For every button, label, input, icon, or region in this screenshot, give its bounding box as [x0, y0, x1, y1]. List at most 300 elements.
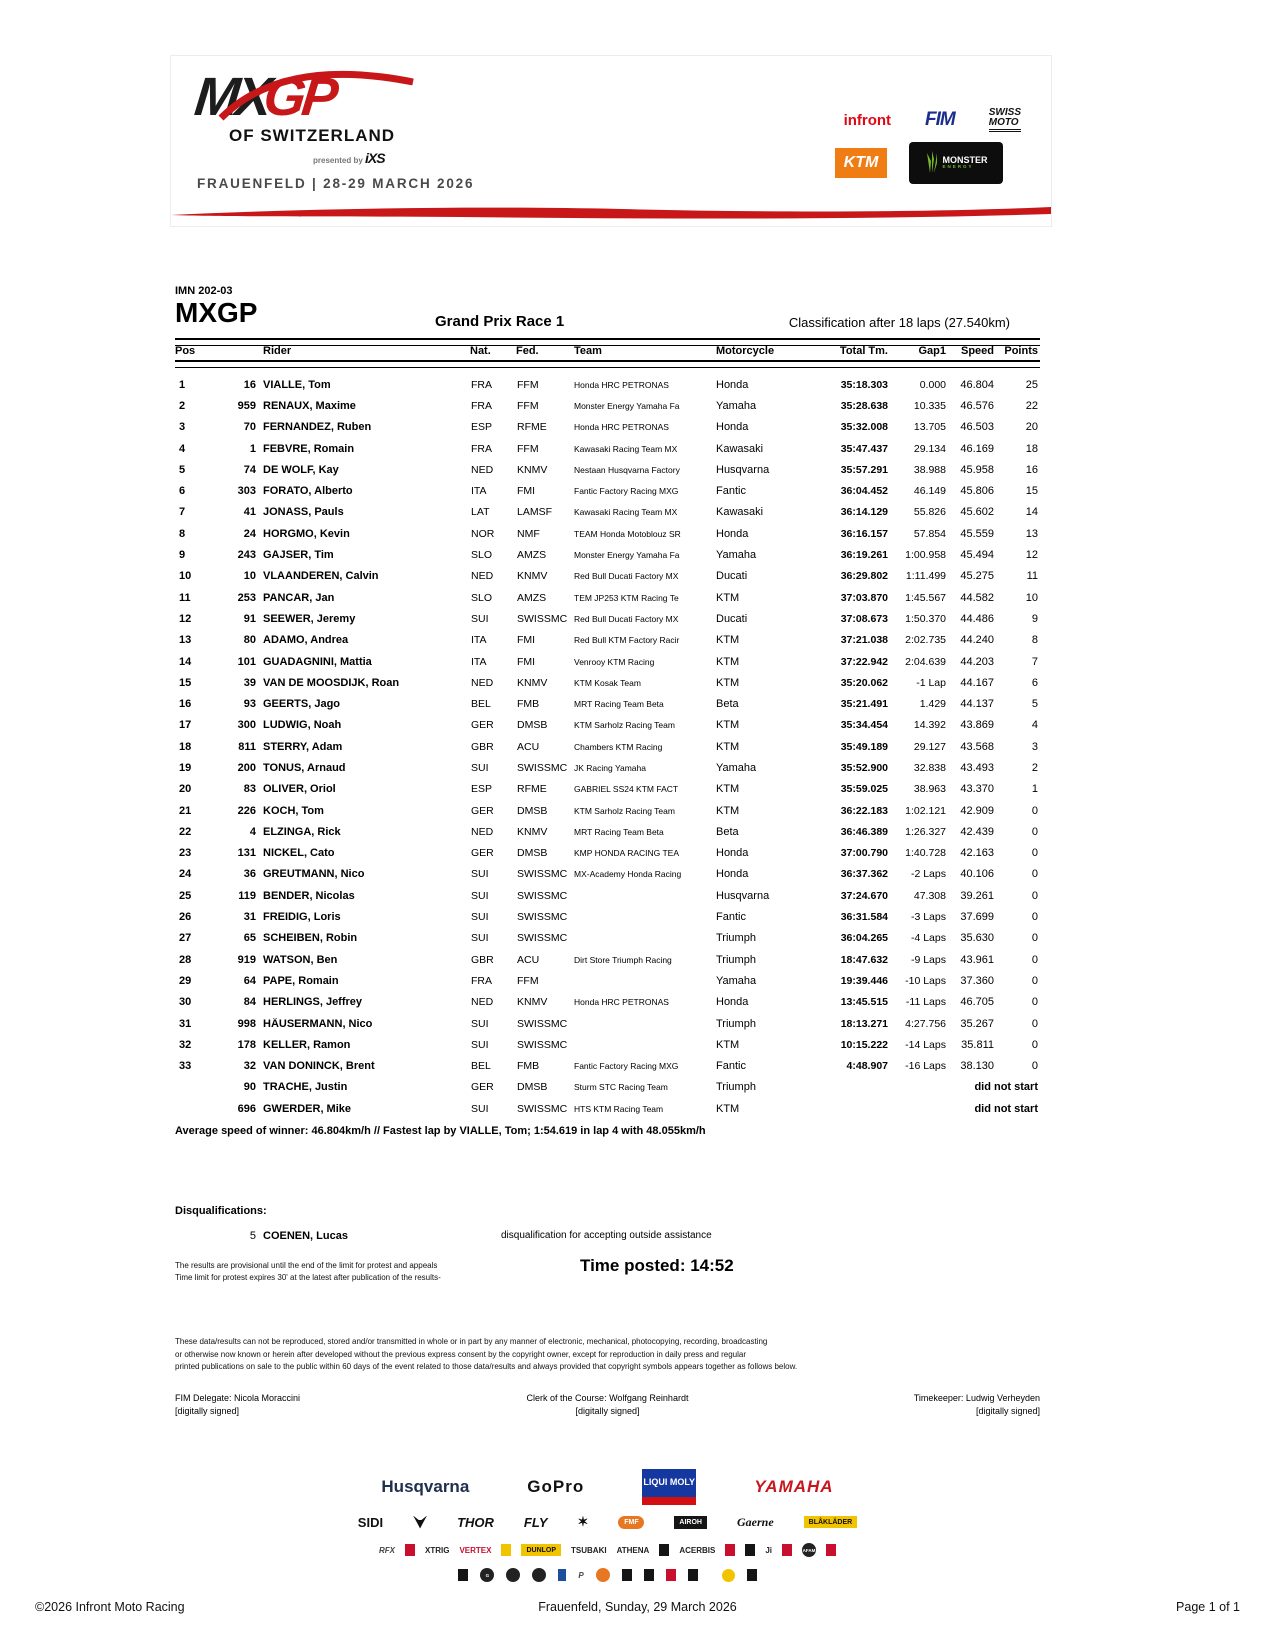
cell-team: Kawasaki Racing Team MX: [574, 443, 678, 454]
cell-rider-name: GAJSER, Tim: [263, 549, 334, 562]
cell-nationality: SUI: [471, 911, 489, 924]
sponsor-logo: [596, 1568, 610, 1582]
cell-speed: 45.275: [960, 570, 994, 583]
cell-points: 20: [1025, 421, 1038, 434]
cell-pos: 27: [179, 932, 192, 945]
cell-rider-name: JONASS, Pauls: [263, 506, 344, 519]
table-row: [175, 630, 1040, 651]
table-row: [175, 438, 1040, 459]
partner-logos-row1: [844, 108, 1021, 132]
sponsor-logo: RFX: [378, 1545, 395, 1555]
cell-team: Venrooy KTM Racing: [574, 656, 655, 667]
cell-federation: KNMV: [517, 676, 548, 689]
cell-gap: -14 Laps: [905, 1038, 946, 1051]
cell-rider-number: 39: [243, 676, 256, 689]
cell-gap: 1:40.728: [905, 847, 946, 860]
mxgp-wordmark: [191, 67, 498, 127]
cell-federation: KNMV: [517, 570, 548, 583]
cell-rider-number: 959: [237, 399, 256, 412]
cell-gap: -2 Laps: [910, 868, 946, 881]
cell-team: Red Bull KTM Factory Racir: [574, 635, 680, 646]
col-header-motorcycle: Motorcycle: [716, 345, 775, 357]
cell-rider-number: 300: [237, 719, 256, 732]
cell-points: 0: [1031, 932, 1038, 945]
cell-federation: SWISSMC: [517, 889, 568, 902]
cell-rider-name: TONUS, Arnaud: [263, 761, 346, 774]
cell-total-time: 37:00.790: [840, 847, 888, 860]
cell-total-time: 36:04.265: [840, 932, 888, 945]
cell-motorcycle: KTM: [716, 1102, 740, 1115]
cell-motorcycle: Triumph: [716, 1081, 756, 1094]
cell-rider-name: OLIVER, Oriol: [263, 783, 336, 796]
cell-points: 0: [1031, 804, 1038, 817]
sponsor-logo: YAMAHA: [754, 1477, 834, 1496]
cell-nationality: GER: [471, 804, 494, 817]
cell-rider-number: 303: [237, 485, 256, 498]
cell-pos: 24: [179, 868, 192, 881]
dsq-rider-name: COENEN, Lucas: [263, 1230, 348, 1242]
cell-speed: 43.869: [960, 719, 994, 732]
cell-motorcycle: Yamaha: [716, 399, 757, 412]
event-subtitle: OF SWITZERLAND: [229, 126, 396, 145]
cell-federation: KNMV: [517, 463, 548, 476]
sponsor-logo: FMF: [618, 1516, 644, 1529]
cell-rider-name: VAN DONINCK, Brent: [263, 1060, 375, 1073]
cell-rider-name: GWERDER, Mike: [263, 1102, 352, 1115]
cell-team: Dirt Store Triumph Racing: [574, 954, 672, 965]
cell-pos: 8: [179, 527, 186, 540]
cell-federation: RFME: [517, 421, 547, 434]
clerk-block: [175, 1392, 1040, 1418]
cell-gap: 47.308: [913, 889, 946, 902]
cell-federation: FFM: [517, 399, 539, 412]
table-row: [175, 544, 1040, 565]
cell-points: 0: [1031, 825, 1038, 838]
event-location-date: FRAUENFELD | 28-29 MARCH 2026: [197, 176, 475, 191]
cell-motorcycle: Honda: [716, 378, 749, 391]
cell-pos: 6: [179, 485, 186, 498]
cell-nationality: ESP: [471, 421, 493, 434]
cell-team: Monster Energy Yamaha Fa: [574, 400, 680, 411]
cell-speed: 46.576: [960, 399, 994, 412]
cell-speed: 42.163: [960, 847, 994, 860]
table-row: [175, 1013, 1040, 1034]
cell-total-time: 19:39.446: [840, 974, 888, 987]
cell-nationality: LAT: [471, 506, 490, 519]
timekeeper-name: Timekeeper: Ludwig Verheyden: [913, 1393, 1040, 1403]
cell-total-time: 35:32.008: [840, 421, 888, 434]
cell-federation: SWISSMC: [517, 932, 568, 945]
presented-by: [313, 150, 495, 166]
table-row: [175, 843, 1040, 864]
cell-rider-number: 80: [243, 634, 256, 647]
cell-motorcycle: Fantic: [716, 911, 746, 924]
table-row: [175, 523, 1040, 544]
sponsor-logo: AIROH: [674, 1516, 707, 1529]
sponsor-logo: Ji: [765, 1545, 773, 1555]
cell-rider-name: PAPE, Romain: [263, 974, 339, 987]
table-header-row: [175, 343, 1040, 359]
cell-rider-number: 64: [243, 974, 256, 987]
cell-speed: 44.137: [960, 698, 994, 711]
cell-rider-name: ADAMO, Andrea: [263, 634, 349, 647]
cell-points: 0: [1031, 1017, 1038, 1030]
cell-federation: ACU: [517, 953, 540, 966]
cell-total-time: 35:52.900: [840, 761, 888, 774]
cell-speed: 35.811: [961, 1038, 994, 1051]
cell-points: 4: [1031, 719, 1038, 732]
cell-team: Sturm STC Racing Team: [574, 1082, 668, 1093]
cell-points: 12: [1025, 549, 1038, 562]
cell-rider-name: ELZINGA, Rick: [263, 825, 341, 838]
cell-gap: -11 Laps: [905, 996, 946, 1009]
cell-pos: 2: [179, 399, 186, 412]
table-row: [175, 928, 1040, 949]
cell-speed: 35.267: [960, 1017, 994, 1030]
cell-points: 0: [1031, 974, 1038, 987]
table-row: [175, 715, 1040, 736]
cell-gap: -1 Lap: [916, 676, 946, 689]
monster-claw-icon: [925, 151, 939, 175]
cell-nationality: GBR: [471, 953, 494, 966]
cell-nationality: FRA: [471, 974, 492, 987]
table-row: [175, 949, 1040, 970]
cell-motorcycle: KTM: [716, 783, 740, 796]
col-header-team: Team: [574, 345, 602, 357]
cell-federation: SWISSMC: [517, 911, 568, 924]
cell-rider-name: HÄUSERMANN, Nico: [263, 1017, 373, 1030]
cell-total-time: 36:19.261: [840, 549, 888, 562]
cell-federation: DMSB: [517, 719, 548, 732]
cell-rider-name: BENDER, Nicolas: [263, 889, 355, 902]
ktm-logo: KTM: [835, 148, 887, 178]
cell-gap: 55.826: [913, 506, 946, 519]
swissmoto-logo: [989, 108, 1021, 132]
table-row: [175, 1098, 1040, 1119]
cell-rider-number: 24: [243, 527, 256, 540]
legal-line-1: These data/results can not be reproduced, stored and/or transmitted in whole or in part by any manner of electronic, mechanical, photocopying, recording, broadcasting: [175, 1337, 768, 1346]
cell-team: MX-Academy Honda Racing: [574, 869, 682, 880]
cell-nationality: NED: [471, 676, 494, 689]
col-header-nat: Nat.: [470, 345, 491, 357]
cell-points: 0: [1031, 889, 1038, 902]
cell-gap: 2:02.735: [905, 634, 946, 647]
cell-motorcycle: KTM: [716, 676, 740, 689]
cell-speed: 43.370: [960, 783, 994, 796]
cell-points: 18: [1025, 442, 1038, 455]
cell-federation: AMZS: [517, 549, 547, 562]
cell-team: Chambers KTM Racing: [574, 741, 663, 752]
cell-total-time: 35:49.189: [840, 740, 888, 753]
cell-total-time: 37:21.038: [840, 634, 888, 647]
cell-speed: 39.261: [960, 889, 994, 902]
cell-nationality: FRA: [471, 399, 492, 412]
sponsor-row-3: [175, 1543, 1040, 1557]
cell-rider-name: FORATO, Alberto: [263, 485, 353, 498]
cell-pos: 29: [179, 974, 192, 987]
cell-federation: FMI: [517, 485, 536, 498]
table-row: [175, 864, 1040, 885]
sponsor-logo: BLÅKLÄDER: [804, 1516, 858, 1528]
table-row: [175, 757, 1040, 778]
cell-rider-name: SEEWER, Jeremy: [263, 612, 356, 625]
cell-nationality: SLO: [471, 591, 493, 604]
cell-team: HTS KTM Racing Team: [574, 1103, 664, 1114]
cell-gap: 1:26.327: [905, 825, 946, 838]
cell-total-time: 37:03.870: [840, 591, 888, 604]
cell-federation: SWISSMC: [517, 761, 568, 774]
cell-total-time: 35:47.437: [840, 442, 888, 455]
cell-pos: 9: [179, 549, 186, 562]
cell-points: 3: [1031, 740, 1038, 753]
cell-points: 0: [1031, 1038, 1038, 1051]
cell-total-time: 35:57.291: [840, 463, 888, 476]
cell-motorcycle: Yamaha: [716, 549, 757, 562]
cell-rider-name: GREUTMANN, Nico: [263, 868, 365, 881]
sponsor-logo: [782, 1544, 792, 1556]
protest-notes: [175, 1260, 441, 1284]
event-header-banner: [170, 55, 1052, 227]
cell-team: JK Racing Yamaha: [574, 762, 646, 773]
sponsor-logo: [666, 1569, 676, 1581]
cell-nationality: ESP: [471, 783, 493, 796]
cell-pos: 17: [179, 719, 192, 732]
cell-rider-name: LUDWIG, Noah: [263, 719, 342, 732]
sponsor-logo: GoPro: [527, 1477, 585, 1496]
cell-gap: 1:50.370: [905, 612, 946, 625]
cell-rider-number: 119: [238, 889, 256, 902]
cell-motorcycle: Beta: [716, 825, 739, 838]
cell-gap: 1:02.121: [905, 804, 946, 817]
monster-energy-logo: [909, 142, 1003, 184]
sponsor-logo: ATHENA: [616, 1545, 650, 1555]
presented-by-label: presented by: [313, 156, 363, 165]
cell-total-time: 36:04.452: [840, 485, 888, 498]
cell-status: did not start: [974, 1081, 1038, 1094]
cell-points: 0: [1031, 911, 1038, 924]
cell-pos: 32: [179, 1038, 192, 1051]
cell-team: Honda HRC PETRONAS: [574, 422, 669, 433]
cell-nationality: ITA: [471, 634, 487, 647]
sponsor-logo: THOR: [457, 1514, 494, 1530]
cell-rider-number: 919: [237, 953, 256, 966]
sponsor-logo: [745, 1544, 755, 1556]
cell-speed: 46.169: [960, 442, 994, 455]
col-header-total: Total Tm.: [839, 345, 888, 357]
cell-nationality: SUI: [471, 932, 489, 945]
sponsor-logo: [532, 1568, 546, 1582]
cell-team: Fantic Factory Racing MXG: [574, 1061, 679, 1072]
cell-total-time: 10:15.222: [840, 1038, 888, 1051]
cell-motorcycle: KTM: [716, 1038, 740, 1051]
cell-pos: 21: [179, 804, 192, 817]
cell-gap: 1.429: [919, 698, 946, 711]
cell-rider-name: VAN DE MOOSDIJK, Roan: [263, 676, 400, 689]
cell-nationality: SUI: [471, 889, 489, 902]
cell-pos: 4: [179, 442, 186, 455]
cell-motorcycle: Honda: [716, 527, 749, 540]
cell-team: Honda HRC PETRONAS: [574, 379, 669, 390]
col-header-speed: Speed: [960, 345, 994, 357]
sponsor-logo: [722, 1569, 735, 1582]
swissmoto-line1: SWISS: [988, 107, 1021, 118]
cell-total-time: 13:45.515: [840, 996, 888, 1009]
sponsor-logo: [659, 1544, 669, 1556]
cell-rider-number: 4: [249, 825, 256, 838]
cell-speed: 45.958: [960, 463, 994, 476]
footer-copyright: ©2026 Infront Moto Racing: [35, 1600, 185, 1614]
cell-gap: 4:27.756: [905, 1017, 946, 1030]
cell-rider-number: 178: [237, 1038, 256, 1051]
cell-team: Honda HRC PETRONAS: [574, 997, 669, 1008]
sponsor-logo: TSUBAKI: [571, 1545, 607, 1555]
sponsor-logo: [622, 1569, 632, 1581]
cell-nationality: SUI: [471, 612, 489, 625]
cell-federation: FMI: [517, 634, 536, 647]
cell-rider-number: 32: [243, 1060, 256, 1073]
sponsor-logo: [747, 1569, 757, 1581]
cell-nationality: NED: [471, 570, 494, 583]
cell-total-time: 36:14.129: [840, 506, 888, 519]
cell-speed: 46.705: [960, 996, 994, 1009]
cell-rider-number: 226: [237, 804, 256, 817]
cell-total-time: 18:13.271: [840, 1017, 888, 1030]
disqualifications-heading: Disqualifications:: [175, 1205, 267, 1217]
cell-nationality: SUI: [471, 1017, 489, 1030]
cell-motorcycle: Yamaha: [716, 974, 757, 987]
cell-pos: 20: [179, 783, 192, 796]
cell-gap: -3 Laps: [910, 911, 946, 924]
table-row: [175, 736, 1040, 757]
cell-points: 0: [1031, 953, 1038, 966]
cell-team: TEAM Honda Motoblouz SR: [574, 528, 681, 539]
cell-pos: 3: [179, 421, 186, 434]
cell-pos: 13: [179, 634, 192, 647]
cell-gap: -4 Laps: [910, 932, 946, 945]
cell-rider-name: GUADAGNINI, Mattia: [263, 655, 372, 668]
cell-motorcycle: Yamaha: [716, 761, 757, 774]
cell-total-time: 35:34.454: [840, 719, 888, 732]
dsq-reason: disqualification for accepting outside assistance: [501, 1230, 712, 1241]
cell-rider-number: 998: [237, 1017, 256, 1030]
cell-speed: 42.439: [960, 825, 994, 838]
cell-rider-name: HERLINGS, Jeffrey: [263, 996, 363, 1009]
sponsor-logo: XTRIG: [424, 1545, 450, 1555]
cell-rider-name: FEBVRE, Romain: [263, 442, 355, 455]
table-row: [175, 672, 1040, 693]
cell-points: 0: [1031, 847, 1038, 860]
cell-nationality: SUI: [471, 1038, 489, 1051]
footer-place-date: Frauenfeld, Sunday, 29 March 2026: [538, 1600, 737, 1614]
cell-rider-number: 36: [243, 868, 256, 881]
imn-number: IMN 202-03: [175, 285, 233, 297]
cell-speed: 45.806: [960, 485, 994, 498]
cell-federation: SWISSMC: [517, 1017, 568, 1030]
cell-motorcycle: KTM: [716, 740, 740, 753]
cell-pos: 26: [179, 911, 192, 924]
cell-points: 0: [1031, 1060, 1038, 1073]
cell-total-time: 35:20.062: [840, 676, 888, 689]
page-footer: [0, 1600, 1275, 1630]
cell-rider-number: 83: [243, 783, 256, 796]
cell-rider-number: 41: [243, 506, 256, 519]
cell-pos: 11: [179, 591, 191, 604]
cell-team: Fantic Factory Racing MXG: [574, 486, 679, 497]
cell-team: MRT Racing Team Beta: [574, 699, 664, 710]
cell-team: KTM Sarholz Racing Team: [574, 805, 675, 816]
cell-nationality: GER: [471, 847, 494, 860]
cell-rider-number: 90: [243, 1081, 256, 1094]
mxgp-event-logo: [191, 67, 495, 191]
cell-nationality: FRA: [471, 378, 492, 391]
legal-line-3: printed publications on sale to the public within 60 days of the event related to those data/results and always provided that copyright symbols appears together as follows below.: [175, 1362, 798, 1371]
table-row: [175, 693, 1040, 714]
cell-points: 7: [1031, 655, 1038, 668]
cell-rider-name: KELLER, Ramon: [263, 1038, 351, 1051]
table-row: [175, 417, 1040, 438]
protest-note-1: The results are provisional until the end of the limit for protest and appeals: [175, 1261, 438, 1270]
cell-points: 14: [1025, 506, 1038, 519]
cell-motorcycle: KTM: [716, 655, 740, 668]
cell-pos: 30: [179, 996, 192, 1009]
sponsor-logo: FLY: [523, 1514, 548, 1530]
timekeeper-signed: [digitally signed]: [975, 1406, 1040, 1416]
cell-points: 0: [1031, 868, 1038, 881]
dsq-rider-number: 5: [249, 1230, 256, 1242]
sponsor-logo: [688, 1569, 698, 1581]
infront-logo: infront: [843, 111, 892, 129]
cell-federation: FFM: [517, 974, 539, 987]
cell-motorcycle: Kawasaki: [716, 506, 764, 519]
cell-rider-name: STERRY, Adam: [263, 740, 343, 753]
cell-gap: 29.127: [913, 740, 946, 753]
table-row: [175, 1077, 1040, 1098]
sponsor-logo: P: [578, 1570, 584, 1580]
legal-line-2: or otherwise now known or herein after developed without the previous express consent by the copyright owner, except for reproduction in daily press and regular: [175, 1349, 746, 1359]
cell-total-time: 37:08.673: [840, 612, 888, 625]
cell-motorcycle: Ducati: [716, 612, 748, 625]
cell-nationality: GBR: [471, 740, 494, 753]
cell-points: 0: [1031, 996, 1038, 1009]
time-posted: Time posted: 14:52: [580, 1256, 734, 1275]
table-row: [175, 587, 1040, 608]
cell-gap: 1:00.958: [905, 549, 946, 562]
cell-speed: 43.961: [960, 953, 994, 966]
table-row: [175, 821, 1040, 842]
cell-pos: 33: [179, 1060, 192, 1073]
table-row: [175, 1034, 1040, 1055]
cell-speed: 44.486: [960, 612, 994, 625]
table-row: [175, 566, 1040, 587]
cell-speed: 44.240: [960, 634, 994, 647]
cell-federation: FMI: [517, 655, 536, 668]
cell-federation: DMSB: [517, 1081, 548, 1094]
cell-gap: 57.854: [913, 527, 946, 540]
cell-motorcycle: Beta: [716, 698, 739, 711]
cell-federation: FFM: [517, 442, 539, 455]
cell-points: 6: [1031, 676, 1038, 689]
cell-gap: 13.705: [913, 421, 946, 434]
cell-pos: 16: [179, 698, 192, 711]
sponsor-logo: [725, 1544, 735, 1556]
monster-wordmark: [943, 156, 988, 170]
table-rule-mid: [175, 360, 1040, 368]
cell-rider-number: 200: [237, 761, 256, 774]
table-row: [175, 992, 1040, 1013]
table-row: [175, 970, 1040, 991]
cell-speed: 43.568: [960, 740, 994, 753]
cell-rider-name: PANCAR, Jan: [263, 591, 335, 604]
